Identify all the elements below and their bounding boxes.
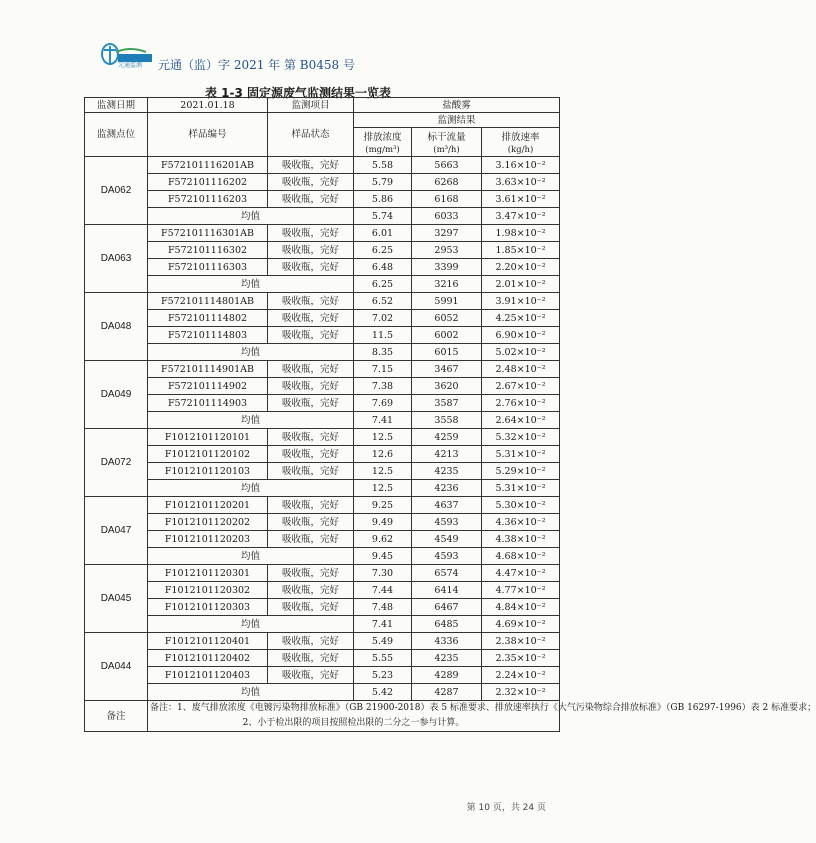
sample-state: 吸收瓶，完好 xyxy=(268,497,354,514)
rate-value: 3.61×10⁻² xyxy=(482,191,560,208)
rate-value: 6.90×10⁻² xyxy=(482,327,560,344)
rate-value: 3.16×10⁻² xyxy=(482,157,560,174)
rate-value: 4.38×10⁻² xyxy=(482,531,560,548)
conc-value: 7.44 xyxy=(354,582,412,599)
table-body xyxy=(85,98,816,732)
flow-value: 6268 xyxy=(412,174,482,191)
sample-id: F1012101120403 xyxy=(148,667,268,684)
average-row xyxy=(85,276,560,293)
conc-value: 11.5 xyxy=(354,327,412,344)
flow-value: 5991 xyxy=(412,293,482,310)
table-row xyxy=(85,463,560,480)
sample-id: F1012101120103 xyxy=(148,463,268,480)
avg-conc-value: 9.45 xyxy=(354,548,412,565)
rate-value: 5.30×10⁻² xyxy=(482,497,560,514)
flow-value: 6052 xyxy=(412,310,482,327)
header-row-columns xyxy=(85,113,560,128)
rate-value: 2.20×10⁻² xyxy=(482,259,560,276)
sample-id: F572101116301AB xyxy=(148,225,268,242)
flow-value: 4213 xyxy=(412,446,482,463)
sample-no-header: 样品编号 xyxy=(148,113,268,157)
sample-state: 吸收瓶，完好 xyxy=(268,310,354,327)
sample-id: F572101116201AB xyxy=(148,157,268,174)
avg-rate-value: 4.69×10⁻² xyxy=(482,616,560,633)
avg-flow-value: 4236 xyxy=(412,480,482,497)
sample-state: 吸收瓶，完好 xyxy=(268,361,354,378)
conc-label: 排放浓度 xyxy=(363,131,402,143)
average-row xyxy=(85,480,560,497)
average-label: 均值 xyxy=(148,208,354,225)
rate-value: 5.29×10⁻² xyxy=(482,463,560,480)
flow-value: 2953 xyxy=(412,242,482,259)
sample-id: F1012101120401 xyxy=(148,633,268,650)
rate-value: 4.36×10⁻² xyxy=(482,514,560,531)
sample-state: 吸收瓶，完好 xyxy=(268,667,354,684)
flow-value: 5663 xyxy=(412,157,482,174)
flow-value: 3399 xyxy=(412,259,482,276)
page-number: 第 10 页，共 24 页 xyxy=(466,803,546,813)
flow-value: 6414 xyxy=(412,582,482,599)
notes-label: 备注 xyxy=(85,701,148,732)
conc-value: 12.5 xyxy=(354,429,412,446)
emission-results-table xyxy=(84,97,816,732)
table-row xyxy=(85,242,560,259)
report-number: 元通（监）字 2021 年 第 B0458 号 xyxy=(158,58,355,72)
sample-id: F1012101120102 xyxy=(148,446,268,463)
conc-header xyxy=(354,128,412,157)
conc-value: 12.5 xyxy=(354,463,412,480)
table-row xyxy=(85,259,560,276)
flow-value: 6467 xyxy=(412,599,482,616)
conc-value: 7.38 xyxy=(354,378,412,395)
flow-header xyxy=(412,128,482,157)
flow-value: 4593 xyxy=(412,514,482,531)
conc-value: 12.6 xyxy=(354,446,412,463)
sample-id: F1012101120203 xyxy=(148,531,268,548)
table-row xyxy=(85,446,560,463)
avg-conc-value: 8.35 xyxy=(354,344,412,361)
sample-id: F572101114803 xyxy=(148,327,268,344)
table-row xyxy=(85,565,560,582)
flow-value: 4235 xyxy=(412,463,482,480)
sample-state-header: 样品状态 xyxy=(268,113,354,157)
flow-value: 4336 xyxy=(412,633,482,650)
flow-value: 3587 xyxy=(412,395,482,412)
monitor-point: DA048 xyxy=(85,293,148,361)
sample-state: 吸收瓶，完好 xyxy=(268,378,354,395)
avg-rate-value: 5.31×10⁻² xyxy=(482,480,560,497)
table-row xyxy=(85,361,560,378)
header-row-date xyxy=(85,98,560,113)
sample-id: F572101116202 xyxy=(148,174,268,191)
monitor-point: DA062 xyxy=(85,157,148,225)
notes-content xyxy=(148,701,816,732)
average-row xyxy=(85,616,560,633)
sample-id: F1012101120303 xyxy=(148,599,268,616)
sample-state: 吸收瓶，完好 xyxy=(268,565,354,582)
sample-id: F572101116203 xyxy=(148,191,268,208)
conc-value: 9.25 xyxy=(354,497,412,514)
rate-value: 1.85×10⁻² xyxy=(482,242,560,259)
avg-rate-value: 2.64×10⁻² xyxy=(482,412,560,429)
sample-state: 吸收瓶，完好 xyxy=(268,446,354,463)
table-row xyxy=(85,531,560,548)
sample-state: 吸收瓶，完好 xyxy=(268,633,354,650)
average-label: 均值 xyxy=(148,548,354,565)
report-header xyxy=(100,40,360,74)
avg-rate-value: 2.32×10⁻² xyxy=(482,684,560,701)
conc-value: 7.15 xyxy=(354,361,412,378)
conc-value: 7.48 xyxy=(354,599,412,616)
flow-value: 3620 xyxy=(412,378,482,395)
flow-value: 4289 xyxy=(412,667,482,684)
average-row xyxy=(85,344,560,361)
conc-value: 5.49 xyxy=(354,633,412,650)
sample-state: 吸收瓶，完好 xyxy=(268,157,354,174)
avg-flow-value: 4287 xyxy=(412,684,482,701)
table-row xyxy=(85,667,560,684)
sample-id: F572101114903 xyxy=(148,395,268,412)
avg-flow-value: 3216 xyxy=(412,276,482,293)
table-row xyxy=(85,497,560,514)
conc-value: 9.49 xyxy=(354,514,412,531)
rate-header xyxy=(482,128,560,157)
sample-state: 吸收瓶，完好 xyxy=(268,191,354,208)
sample-state: 吸收瓶，完好 xyxy=(268,174,354,191)
sample-state: 吸收瓶，完好 xyxy=(268,599,354,616)
sample-state: 吸收瓶，完好 xyxy=(268,531,354,548)
flow-value: 6002 xyxy=(412,327,482,344)
table-row xyxy=(85,310,560,327)
avg-conc-value: 7.41 xyxy=(354,412,412,429)
average-row xyxy=(85,412,560,429)
sample-id: F1012101120301 xyxy=(148,565,268,582)
pollutant-name: 盐酸雾 xyxy=(354,98,560,113)
table-row xyxy=(85,191,560,208)
table-row xyxy=(85,514,560,531)
average-label: 均值 xyxy=(148,412,354,429)
sample-state: 吸收瓶，完好 xyxy=(268,395,354,412)
sample-state: 吸收瓶，完好 xyxy=(268,225,354,242)
avg-rate-value: 5.02×10⁻² xyxy=(482,344,560,361)
average-label: 均值 xyxy=(148,616,354,633)
avg-conc-value: 12.5 xyxy=(354,480,412,497)
note-line: 2、小于检出限的项目按照检出限的二分之一参与计算。 xyxy=(242,718,465,728)
avg-rate-value: 3.47×10⁻² xyxy=(482,208,560,225)
sample-id: F1012101120202 xyxy=(148,514,268,531)
monitor-item-label: 监测项目 xyxy=(268,98,354,113)
avg-flow-value: 6033 xyxy=(412,208,482,225)
average-label: 均值 xyxy=(148,276,354,293)
monitor-point: DA049 xyxy=(85,361,148,429)
table-row xyxy=(85,650,560,667)
avg-conc-value: 5.42 xyxy=(354,684,412,701)
sample-id: F572101114801AB xyxy=(148,293,268,310)
rate-value: 2.24×10⁻² xyxy=(482,667,560,684)
rate-value: 4.77×10⁻² xyxy=(482,582,560,599)
results-header: 监测结果 xyxy=(354,113,560,128)
avg-rate-value: 2.01×10⁻² xyxy=(482,276,560,293)
logo-text: 元通监测 xyxy=(118,62,143,69)
rate-value: 4.84×10⁻² xyxy=(482,599,560,616)
rate-value: 5.32×10⁻² xyxy=(482,429,560,446)
sample-id: F572101116303 xyxy=(148,259,268,276)
table-row xyxy=(85,157,560,174)
conc-value: 5.55 xyxy=(354,650,412,667)
sample-state: 吸收瓶，完好 xyxy=(268,242,354,259)
sample-id: F572101116302 xyxy=(148,242,268,259)
table-row xyxy=(85,327,560,344)
flow-label: 标干流量 xyxy=(427,131,466,143)
table-row xyxy=(85,225,560,242)
sample-id: F1012101120402 xyxy=(148,650,268,667)
sample-state: 吸收瓶，完好 xyxy=(268,650,354,667)
monitor-point: DA063 xyxy=(85,225,148,293)
rate-label: 排放速率 xyxy=(501,131,540,143)
avg-conc-value: 7.41 xyxy=(354,616,412,633)
table-row xyxy=(85,429,560,446)
rate-unit: (kg/h) xyxy=(507,144,534,155)
conc-value: 6.01 xyxy=(354,225,412,242)
conc-value: 5.23 xyxy=(354,667,412,684)
rate-value: 3.91×10⁻² xyxy=(482,293,560,310)
flow-unit: (m³/h) xyxy=(433,144,460,155)
sample-state: 吸收瓶，完好 xyxy=(268,582,354,599)
average-row xyxy=(85,684,560,701)
rate-value: 2.48×10⁻² xyxy=(482,361,560,378)
rate-value: 2.76×10⁻² xyxy=(482,395,560,412)
note-line: 备注：1、废气排放浓度《电镀污染物排放标准》（GB 21900-2018）表 5 标准要求、排放速率执行《大气污染物综合排放标准》（GB 16297-1996）表 2 标准要求； xyxy=(150,703,816,713)
sample-state: 吸收瓶，完好 xyxy=(268,463,354,480)
average-row xyxy=(85,548,560,565)
avg-flow-value: 6015 xyxy=(412,344,482,361)
avg-conc-value: 6.25 xyxy=(354,276,412,293)
rate-value: 1.98×10⁻² xyxy=(482,225,560,242)
conc-value: 7.02 xyxy=(354,310,412,327)
table-row xyxy=(85,378,560,395)
monitor-date-value: 2021.01.18 xyxy=(148,98,268,113)
table-row xyxy=(85,633,560,650)
sample-id: F572101114802 xyxy=(148,310,268,327)
conc-value: 6.52 xyxy=(354,293,412,310)
monitor-date-label: 监测日期 xyxy=(85,98,148,113)
flow-value: 4259 xyxy=(412,429,482,446)
sample-state: 吸收瓶，完好 xyxy=(268,259,354,276)
average-row xyxy=(85,208,560,225)
avg-flow-value: 6485 xyxy=(412,616,482,633)
flow-value: 4235 xyxy=(412,650,482,667)
rate-value: 5.31×10⁻² xyxy=(482,446,560,463)
conc-value: 6.48 xyxy=(354,259,412,276)
sample-id: F572101114901AB xyxy=(148,361,268,378)
conc-value: 6.25 xyxy=(354,242,412,259)
conc-value: 5.58 xyxy=(354,157,412,174)
sample-id: F572101114902 xyxy=(148,378,268,395)
conc-value: 5.86 xyxy=(354,191,412,208)
monitor-point: DA045 xyxy=(85,565,148,633)
rate-value: 3.63×10⁻² xyxy=(482,174,560,191)
sample-id: F1012101120101 xyxy=(148,429,268,446)
avg-flow-value: 3558 xyxy=(412,412,482,429)
average-label: 均值 xyxy=(148,344,354,361)
sample-id: F1012101120302 xyxy=(148,582,268,599)
average-label: 均值 xyxy=(148,684,354,701)
rate-value: 2.38×10⁻² xyxy=(482,633,560,650)
notes-row xyxy=(85,701,560,732)
table-row xyxy=(85,174,560,191)
table-row xyxy=(85,293,560,310)
conc-value: 9.62 xyxy=(354,531,412,548)
monitor-point: DA047 xyxy=(85,497,148,565)
sample-state: 吸收瓶，完好 xyxy=(268,293,354,310)
rate-value: 2.35×10⁻² xyxy=(482,650,560,667)
sample-state: 吸收瓶，完好 xyxy=(268,327,354,344)
avg-flow-value: 4593 xyxy=(412,548,482,565)
flow-value: 6168 xyxy=(412,191,482,208)
flow-value: 4637 xyxy=(412,497,482,514)
rate-value: 2.67×10⁻² xyxy=(482,378,560,395)
flow-value: 3297 xyxy=(412,225,482,242)
sample-state: 吸收瓶，完好 xyxy=(268,514,354,531)
conc-value: 7.69 xyxy=(354,395,412,412)
flow-value: 6574 xyxy=(412,565,482,582)
conc-value: 7.30 xyxy=(354,565,412,582)
avg-rate-value: 4.68×10⁻² xyxy=(482,548,560,565)
sample-state: 吸收瓶，完好 xyxy=(268,429,354,446)
monitor-point: DA044 xyxy=(85,633,148,701)
avg-conc-value: 5.74 xyxy=(354,208,412,225)
table-row xyxy=(85,582,560,599)
conc-value: 5.79 xyxy=(354,174,412,191)
rate-value: 4.47×10⁻² xyxy=(482,565,560,582)
monitor-point-header: 监测点位 xyxy=(85,113,148,157)
flow-value: 3467 xyxy=(412,361,482,378)
average-label: 均值 xyxy=(148,480,354,497)
table-row xyxy=(85,599,560,616)
monitor-point: DA072 xyxy=(85,429,148,497)
table-title: 表 1-3 固定源废气监测结果一览表 xyxy=(204,86,392,100)
conc-unit: (mg/m³) xyxy=(365,144,400,155)
rate-value: 4.25×10⁻² xyxy=(482,310,560,327)
sample-id: F1012101120201 xyxy=(148,497,268,514)
table-row xyxy=(85,395,560,412)
flow-value: 4549 xyxy=(412,531,482,548)
